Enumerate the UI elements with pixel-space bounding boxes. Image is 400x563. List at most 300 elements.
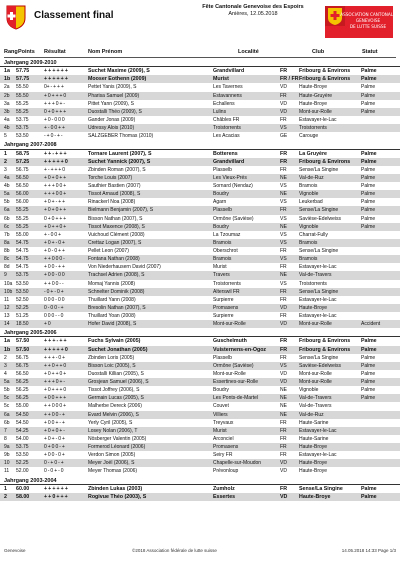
- rank-cell: 8c: [4, 256, 10, 263]
- canton-cell: VD: [280, 370, 287, 377]
- name-cell: Gander Jonas (2009): [88, 116, 136, 123]
- rank-cell: 3b: [4, 108, 10, 115]
- points-cell: 53.75: [16, 125, 29, 132]
- canton-cell: NE: [280, 403, 287, 410]
- col-rang: Rang: [4, 49, 18, 55]
- rank-cell: 2: [4, 158, 7, 165]
- table-row: [0, 296, 400, 304]
- locality-cell: Les Vieux-Prés: [213, 174, 247, 181]
- rank-cell: 1a: [4, 68, 10, 75]
- rank-cell: 13: [4, 313, 10, 319]
- locality-cell: Travers: [213, 272, 230, 279]
- locality-cell: Troistorrents: [213, 125, 241, 132]
- canton-cell: FR: [280, 207, 287, 214]
- status-cell: Palme: [361, 68, 377, 75]
- name-cell: Udressy Alois (2010): [88, 125, 135, 132]
- locality-cell: Surpierre: [213, 296, 234, 303]
- table-row: [0, 443, 400, 451]
- points-cell: 55.50: [16, 84, 29, 91]
- club-cell: Troistorrents: [299, 125, 327, 132]
- result-cell: + 0 + - 0 +: [44, 239, 65, 246]
- locality-cell: Villiers: [213, 411, 228, 418]
- points-cell: 57.75: [16, 76, 30, 83]
- rank-cell: 7b: [4, 231, 10, 238]
- result-cell: + 0 0 + - +: [44, 419, 65, 426]
- canton-cell: FR: [280, 264, 287, 271]
- canton-cell: VD: [280, 379, 287, 386]
- club-cell: Savièse-Edelweiss: [299, 362, 341, 369]
- club-cell: Sense/La Singine: [299, 207, 339, 214]
- result-cell: 0+ - + + +: [44, 84, 64, 91]
- canton-cell: VS: [280, 183, 287, 189]
- rank-cell: 4b: [4, 183, 10, 189]
- canton-cell: GE: [280, 133, 288, 140]
- locality-cell: Murist: [213, 76, 229, 83]
- points-cell: 56.75: [16, 362, 29, 369]
- points-cell: 55.25: [16, 100, 29, 107]
- col-nom: Nom Prénom: [88, 49, 123, 55]
- rank-cell: 5: [4, 133, 7, 140]
- canton-cell: VS: [280, 215, 287, 222]
- points-cell: 53.50: [16, 280, 29, 287]
- status-cell: Palme: [361, 395, 376, 402]
- canton-cell: FR: [280, 248, 287, 254]
- rank-cell: 7: [4, 427, 7, 434]
- rank-cell: 1: [4, 485, 7, 492]
- canton-cell: VD: [280, 321, 287, 328]
- canton-cell: NE: [280, 411, 287, 418]
- table-row: [0, 362, 400, 370]
- locality-cell: Alterswil FR: [213, 288, 240, 295]
- status-cell: Palme: [361, 370, 376, 377]
- points-cell: 57.75: [16, 68, 30, 75]
- result-cell: + 0 - 0 0 0: [44, 116, 65, 123]
- result-cell: + + 0 0 0 +: [44, 403, 66, 410]
- locality-cell: Lulins: [213, 108, 227, 115]
- table-row: [0, 320, 400, 328]
- table-row: [0, 166, 400, 174]
- result-cell: - + 0 - + -: [44, 133, 63, 140]
- table-row: [0, 378, 400, 386]
- status-cell: Palme: [361, 150, 377, 157]
- name-cell: Suchet Jonathan (2005): [88, 346, 148, 353]
- table-row: [0, 354, 400, 362]
- result-cell: + + 0 0 - -: [44, 280, 64, 287]
- name-cell: Malherbe Dereck (2006): [88, 403, 142, 410]
- locality-cell: Les Ponts-de-Martel: [213, 395, 259, 402]
- status-cell: Palme: [361, 387, 376, 394]
- locality-cell: Bramois: [213, 239, 232, 246]
- table-row: [0, 132, 400, 140]
- locality-cell: Boudry: [213, 191, 229, 198]
- locality-cell: Sornard (Nendaz): [213, 183, 253, 189]
- name-cell: Tissot Joffrey (2006), S: [88, 387, 140, 394]
- name-cell: Zbinden Loris (2005): [88, 354, 135, 361]
- points-cell: 58.00: [16, 493, 30, 500]
- table-row: [0, 271, 400, 279]
- locality-cell: Echallens: [213, 100, 235, 107]
- rank-cell: 11: [4, 296, 10, 303]
- table-row: [0, 288, 400, 296]
- rank-cell: 6c: [4, 223, 10, 230]
- name-cell: Crettaz Logan (2007), S: [88, 239, 142, 246]
- result-cell: + 0 + 0 + +: [44, 207, 66, 214]
- table-row: [0, 451, 400, 459]
- club-cell: Haute-Sarine: [299, 419, 329, 426]
- result-cell: + 0 0 - 0 +: [44, 452, 65, 459]
- locality-cell: Couvet: [213, 403, 229, 410]
- points-cell: 51.25: [16, 313, 29, 319]
- club-cell: Haute-Broye: [299, 100, 328, 107]
- club-cell: Mont-sur-Rolle: [299, 379, 332, 386]
- locality-cell: Promasens: [213, 444, 239, 451]
- club-cell: Fribourg & Environs: [299, 68, 351, 75]
- table-row: [0, 394, 400, 402]
- status-cell: Palme: [361, 158, 377, 165]
- locality-cell: Plasselb: [213, 166, 232, 173]
- club-cell: Vignoble: [299, 223, 319, 230]
- page-header: [0, 0, 400, 44]
- result-cell: + + 0 0 - +: [44, 411, 65, 418]
- locality-cell: Les Tavernes: [213, 84, 243, 91]
- status-cell: Accident: [361, 321, 381, 328]
- points-cell: 53.75: [16, 116, 29, 123]
- event-place-date: Anières, 12.05.2018: [228, 11, 278, 17]
- rank-cell: 8d: [4, 264, 10, 271]
- result-cell: + + + + + +: [44, 485, 68, 492]
- points-cell: 60.00: [16, 485, 30, 492]
- name-cell: Tissot Maxence (2008), S: [88, 223, 145, 230]
- table-row: [0, 459, 400, 467]
- result-cell: + 0 - 0 + +: [44, 248, 65, 254]
- canton-cell: VD: [280, 493, 288, 500]
- points-cell: 54.00: [16, 435, 29, 442]
- locality-cell: Prévonloup: [213, 468, 239, 475]
- locality-cell: Essertes: [213, 493, 236, 500]
- rank-cell: 8b: [4, 248, 10, 254]
- table-row: [0, 427, 400, 435]
- rank-cell: 12: [4, 304, 10, 311]
- points-cell: 54.50: [16, 419, 29, 426]
- result-cell: 0 - 0 0 - +: [44, 304, 64, 311]
- points-cell: 52.25: [16, 304, 29, 311]
- rank-cell: 5b: [4, 199, 10, 206]
- club-cell: Haute-Broye: [299, 493, 331, 500]
- table-row: [0, 304, 400, 312]
- club-cell: Mont-sur-Rolle: [299, 108, 332, 115]
- rank-cell: 5c: [4, 395, 10, 402]
- table-row: [0, 206, 400, 214]
- footer-left: Genevoise: [4, 548, 26, 553]
- name-cell: Suchet Yannick (2007), S: [88, 158, 151, 165]
- club-cell: Haute-Gruyère: [299, 92, 333, 99]
- points-cell: 57.50: [16, 338, 30, 345]
- points-cell: 54.75: [16, 248, 29, 254]
- result-cell: + + 0 + + 0: [44, 362, 66, 369]
- points-cell: 53.50: [16, 288, 29, 295]
- result-cell: 0 - 0 + - 0: [44, 468, 64, 475]
- rank-cell: 6a: [4, 207, 10, 214]
- result-cell: + + + 0 + -: [44, 379, 65, 386]
- result-cell: + 0: [44, 321, 51, 328]
- result-cell: + + 0 0 0 -: [44, 256, 65, 263]
- canton-cell: FR: [280, 158, 288, 165]
- esv-logo-icon: [5, 4, 27, 30]
- rank-cell: 6a: [4, 411, 10, 418]
- canton-cell: VS: [280, 256, 287, 263]
- table-row: [0, 411, 400, 419]
- points-cell: 56.25: [16, 395, 29, 402]
- points-cell: 55.00: [16, 403, 29, 410]
- ranking-list: [0, 58, 400, 501]
- points-cell: 53.50: [16, 133, 29, 140]
- name-cell: Thuillard Yoan (2008): [88, 313, 136, 319]
- canton-cell: VS: [280, 199, 287, 206]
- table-row: [0, 150, 400, 158]
- club-cell: Haute-Broye: [299, 84, 328, 91]
- club-cell: Bramois: [299, 256, 318, 263]
- name-cell: Von Niederhausern David (2007): [88, 264, 161, 271]
- event-title: Fête Cantonale Genevoise des Espoirs: [202, 4, 304, 10]
- result-cell: + 0 0 - 0 0: [44, 272, 65, 279]
- locality-cell: Arconciel: [213, 435, 234, 442]
- status-cell: Palme: [361, 76, 377, 83]
- name-cell: Evard Melvin (2006), S: [88, 411, 139, 418]
- rank-cell: 10: [4, 460, 10, 467]
- canton-cell: FR: [280, 452, 287, 459]
- locality-cell: Bramois: [213, 256, 232, 263]
- rank-cell: 5a: [4, 191, 10, 198]
- points-cell: 54.25: [16, 427, 29, 434]
- result-cell: + + + - 0 +: [44, 354, 65, 361]
- points-cell: 55.25: [16, 215, 29, 222]
- status-cell: Palme: [361, 174, 376, 181]
- name-cell: Rinackerl Noa (2008): [88, 199, 136, 206]
- canton-cell: FR: [280, 288, 287, 295]
- status-cell: Palme: [361, 223, 376, 230]
- status-cell: Palme: [361, 338, 377, 345]
- club-cell: Val-de-Ruz: [299, 411, 324, 418]
- footer-page-info: 14.05.2018 14:33 Page 1/3: [341, 548, 396, 553]
- table-row: [0, 190, 400, 198]
- status-cell: Palme: [361, 354, 376, 361]
- name-cell: Sauthier Bastien (2007): [88, 183, 141, 189]
- table-row: [0, 174, 400, 182]
- table-row: [0, 182, 400, 190]
- rank-cell: 2a: [4, 84, 10, 91]
- points-cell: 55.25: [16, 108, 29, 115]
- svg-text:DE LUTTE SUISSE: DE LUTTE SUISSE: [349, 24, 387, 29]
- points-cell: 55.50: [16, 92, 29, 99]
- rank-cell: 6b: [4, 215, 10, 222]
- club-cell: Fribourg & Environs: [299, 158, 351, 165]
- status-cell: Palme: [361, 493, 377, 500]
- locality-cell: Ormône (Savièse): [213, 362, 254, 369]
- result-cell: + + + + + +: [44, 76, 68, 83]
- locality-cell: Agarn: [213, 199, 227, 206]
- locality-cell: Grandvillard: [213, 68, 245, 75]
- locality-cell: Grandvillard: [213, 158, 245, 165]
- canton-cell: VS: [280, 125, 287, 132]
- result-cell: + + 0 + + +: [44, 493, 68, 500]
- club-cell: Sense/La Singine: [299, 485, 343, 492]
- club-cell: Estavayer-le-Lac: [299, 313, 337, 319]
- points-cell: 55.25: [16, 207, 29, 214]
- table-row: [0, 467, 400, 475]
- points-cell: 58.75: [16, 150, 30, 157]
- points-cell: 54.75: [16, 264, 29, 271]
- result-cell: 0 - + 0 - +: [44, 460, 64, 467]
- table-row: [0, 108, 400, 116]
- name-cell: Grosjean Samuel (2006), S: [88, 379, 149, 386]
- club-cell: Sense/La Singine: [299, 354, 339, 361]
- locality-cell: Estavannens: [213, 92, 242, 99]
- rank-cell: 5a: [4, 379, 10, 386]
- acgls-logo-text: ASSOCIATION CANTONALE: [340, 12, 396, 17]
- name-cell: Tornare Laurent (2007), S: [88, 150, 152, 157]
- result-cell: + - 0 0 +: [44, 231, 61, 238]
- name-cell: Torche Louis (2007): [88, 174, 133, 181]
- name-cell: Schnelter Dominik (2008): [88, 288, 145, 295]
- points-cell: 56.75: [16, 354, 29, 361]
- locality-cell: Botterens: [213, 150, 238, 157]
- rank-cell: 1b: [4, 346, 11, 353]
- table-row: [0, 485, 400, 493]
- points-cell: 18.50: [16, 321, 29, 328]
- table-row: [0, 346, 400, 354]
- name-cell: Fontana Nathan (2008): [88, 256, 140, 263]
- canton-cell: VD: [280, 304, 287, 311]
- result-cell: + + + - + +: [44, 338, 67, 345]
- locality-cell: Vuisternens-en-Ogoz: [213, 346, 267, 353]
- rank-cell: 2: [4, 354, 7, 361]
- locality-cell: Promasens: [213, 304, 239, 311]
- rank-cell: 8: [4, 435, 7, 442]
- table-row: [0, 92, 400, 100]
- group-heading: Jahrgang 2003-2004: [0, 477, 400, 485]
- name-cell: Pharisa Samuel (2009): [88, 92, 140, 99]
- group-heading: Jahrgang 2009-2010: [0, 59, 400, 67]
- name-cell: Trachsel Adrien (2008), S: [88, 272, 145, 279]
- result-cell: + 0 + + 0 +: [44, 223, 66, 230]
- canton-cell: VD: [280, 84, 287, 91]
- club-cell: Mont-sur-Rolle: [299, 370, 332, 377]
- canton-cell: VS: [280, 239, 287, 246]
- rank-cell: 10b: [4, 288, 13, 295]
- club-cell: Haute-Broye: [299, 468, 328, 475]
- table-row: [0, 215, 400, 223]
- locality-cell: Ormône (Savièse): [213, 215, 254, 222]
- club-cell: Vignoble: [299, 387, 319, 394]
- rank-cell: 1a: [4, 338, 10, 345]
- locality-cell: Boudry: [213, 387, 229, 394]
- name-cell: Fuchs Sylvain (2005): [88, 338, 141, 345]
- col-statut: Statut: [362, 49, 378, 55]
- status-cell: Palme: [361, 183, 376, 189]
- result-cell: + + + + + +: [44, 68, 68, 75]
- result-cell: 0 + 0 0 - +: [44, 444, 65, 451]
- result-cell: - 0 + - 0 +: [44, 288, 64, 295]
- canton-cell: NE: [280, 387, 287, 394]
- name-cell: Mooser Eothenn (2009): [88, 76, 147, 83]
- club-cell: Vignoble: [299, 191, 319, 198]
- table-row: [0, 493, 400, 501]
- status-cell: Palme: [361, 379, 376, 386]
- table-row: [0, 255, 400, 263]
- group-heading: Jahrgang 2005-2006: [0, 329, 400, 337]
- rank-cell: 10a: [4, 280, 13, 287]
- club-cell: Haute-Sarine: [299, 435, 329, 442]
- status-cell: Palme: [361, 166, 376, 173]
- table-row: [0, 402, 400, 410]
- rank-cell: 6b: [4, 419, 10, 426]
- canton-cell: VD: [280, 460, 287, 467]
- name-cell: Vuichoud Clément (2008): [88, 231, 145, 238]
- footer-copyright: ©2018 Association fédérale de lutte suisse: [132, 548, 217, 553]
- rank-cell: 5c: [4, 403, 10, 410]
- table-row: [0, 337, 400, 345]
- canton-cell: FR: [280, 68, 288, 75]
- locality-cell: Troistorrents: [213, 280, 241, 287]
- club-cell: Estavayer-le-Lac: [299, 116, 337, 123]
- locality-cell: Guschelmuth: [213, 338, 247, 345]
- name-cell: Verdon Simon (2005): [88, 452, 136, 459]
- result-cell: + 0 0 + + +: [44, 395, 66, 402]
- canton-cell: FR / FR: [280, 76, 299, 83]
- points-cell: 57.50: [16, 346, 30, 353]
- club-cell: Sense/La Singine: [299, 166, 339, 173]
- points-cell: 56.00: [16, 191, 29, 198]
- result-cell: 0 0 0 - 0 0: [44, 296, 65, 303]
- club-cell: Estavayer-le-Lac: [299, 427, 337, 434]
- status-cell: Palme: [361, 84, 376, 91]
- club-cell: Fribourg & Environs: [299, 338, 351, 345]
- points-cell: 52.25: [16, 460, 29, 467]
- locality-cell: Surpierre: [213, 313, 234, 319]
- result-cell: 0 + 0 + + +: [44, 215, 66, 222]
- table-row: [0, 247, 400, 255]
- club-cell: Savièse-Edelweiss: [299, 215, 341, 222]
- name-cell: Bresolin Nathan (2007), S: [88, 304, 146, 311]
- locality-cell: Zumholz: [213, 485, 235, 492]
- locality-cell: Chapelle-sur-Moudon: [213, 460, 262, 467]
- points-cell: 56.25: [16, 379, 29, 386]
- name-cell: Bisson Nathan (2007), S: [88, 215, 143, 222]
- table-row: [0, 435, 400, 443]
- points-cell: 57.25: [16, 158, 30, 165]
- points-cell: 56.50: [16, 370, 29, 377]
- club-cell: Leukerbad: [299, 199, 323, 206]
- name-cell: Thuillard Yann (2008): [88, 296, 136, 303]
- locality-cell: Essertines-sur-Rolle: [213, 379, 259, 386]
- result-cell: + - 0 0 + +: [44, 125, 65, 132]
- club-cell: Carouge: [299, 133, 319, 140]
- canton-cell: FR: [280, 435, 287, 442]
- locality-cell: La Tzoumaz: [213, 231, 241, 238]
- club-cell: Haute-Broye: [299, 304, 328, 311]
- locality-cell: Seiry FR: [213, 452, 233, 459]
- table-row: [0, 223, 400, 231]
- club-cell: Estavayer-le-Lac: [299, 296, 337, 303]
- points-cell: 53.50: [16, 452, 29, 459]
- rank-cell: 3: [4, 362, 7, 369]
- points-cell: 54.75: [16, 256, 29, 263]
- points-cell: 56.50: [16, 183, 29, 189]
- table-row: [0, 67, 400, 75]
- points-cell: 54.50: [16, 411, 29, 418]
- result-cell: + 0 0 - + +: [44, 264, 65, 271]
- result-cell: 0 + 0 + + +: [44, 108, 66, 115]
